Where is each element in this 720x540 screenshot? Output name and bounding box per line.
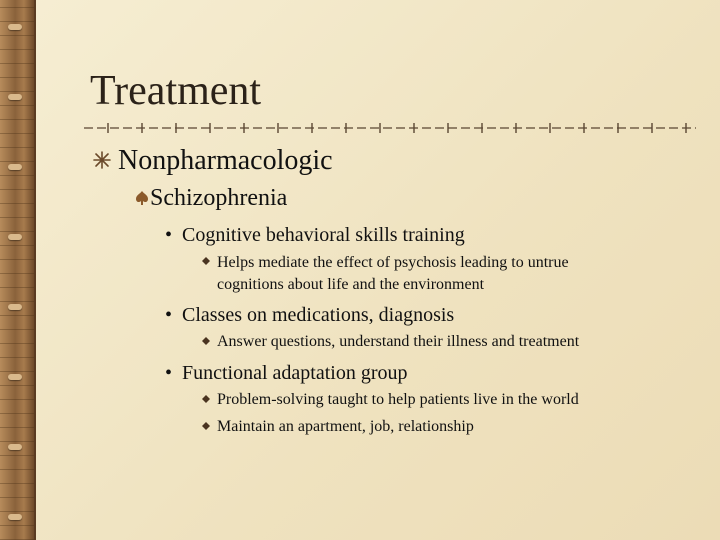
detail-text: Helps mediate the effect of psychosis leading to untrue bbox=[217, 254, 569, 271]
diamond-bullet-icon bbox=[202, 395, 210, 403]
detail-text-continued: cognitions about life and the environment bbox=[217, 276, 485, 293]
slide-title: Treatment bbox=[90, 68, 262, 114]
diamond-bullet-icon bbox=[202, 422, 210, 430]
level2-heading: Schizophrenia bbox=[150, 185, 288, 211]
level1-heading: Nonpharmacologic bbox=[118, 145, 333, 176]
stitch-mark bbox=[8, 164, 22, 170]
stitch-mark bbox=[8, 444, 22, 450]
detail-text: Maintain an apartment, job, relationship bbox=[217, 418, 474, 435]
stitch-mark bbox=[8, 234, 22, 240]
bullet-dot: • bbox=[165, 304, 173, 326]
asterisk-bullet-icon bbox=[93, 151, 111, 169]
stitch-mark bbox=[8, 304, 22, 310]
diamond-bullet-icon bbox=[202, 337, 210, 345]
stitch-mark bbox=[8, 374, 22, 380]
stitch-mark bbox=[8, 514, 22, 520]
bullet-dot: • bbox=[165, 224, 173, 246]
binding-strip bbox=[0, 0, 36, 540]
detail-text: Answer questions, understand their illness and treatment bbox=[217, 333, 580, 350]
section-heading-functional: Functional adaptation group bbox=[182, 362, 408, 384]
bullet-dot: • bbox=[165, 362, 173, 384]
title-divider bbox=[84, 120, 696, 136]
stitch-mark bbox=[8, 24, 22, 30]
section-heading-classes: Classes on medications, diagnosis bbox=[182, 304, 455, 326]
fleur-bullet-icon bbox=[135, 190, 149, 206]
diamond-bullet-icon bbox=[202, 257, 210, 265]
detail-text: Problem-solving taught to help patients live in the world bbox=[217, 391, 579, 408]
stitch-mark bbox=[8, 94, 22, 100]
section-heading-cbt: Cognitive behavioral skills training bbox=[182, 224, 465, 246]
